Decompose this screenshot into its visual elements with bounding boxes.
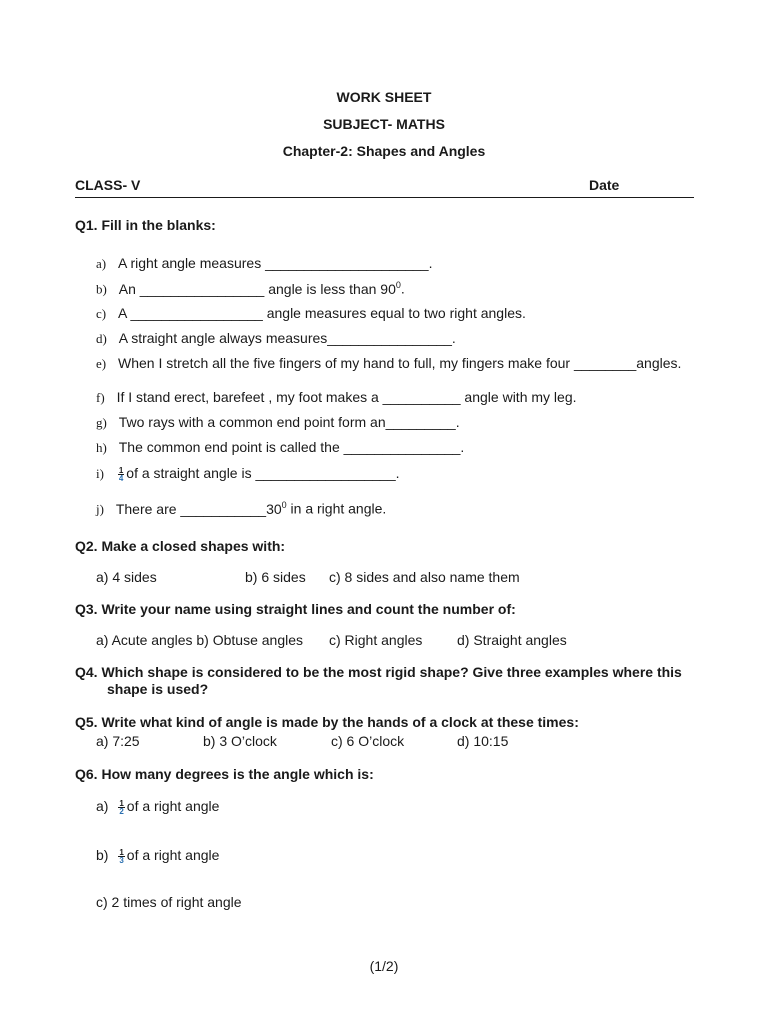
q1-item-text: A straight angle always measures________________. (118, 330, 456, 346)
header-divider (75, 197, 694, 198)
q1-item-text: There are ___________30 (115, 500, 282, 517)
fraction (118, 849, 124, 864)
degree-superscript: 0 (395, 280, 401, 290)
q1-item-label: a) (96, 256, 107, 271)
fraction-denominator: 3 (119, 855, 124, 865)
q1-item-label: d) (96, 331, 107, 346)
q1-item-text: If I stand erect, barefeet , my foot makes a __________ angle with my leg. (116, 389, 577, 405)
fraction-numerator: 1 (119, 798, 124, 808)
q2-option-c: c) 8 sides and also name them (329, 569, 520, 585)
q3-option-d: d) Straight angles (457, 632, 567, 648)
class-label: CLASS- V (75, 177, 141, 193)
q1-item-text-end: in a right angle. (286, 500, 387, 517)
q1-item-text: When I stretch all the five fingers of my hand to full, my fingers make four ________angles. (118, 355, 682, 371)
q1-item-c (96, 305, 526, 322)
chapter-title: Chapter-2: Shapes and Angles (282, 143, 486, 159)
q3-heading: Q3. Write your name using straight lines and count the number of: (75, 601, 516, 617)
q5-option-a: a) 7:25 (96, 733, 140, 749)
fraction (118, 467, 124, 482)
q4-heading-cont: shape is used? (107, 681, 209, 697)
q1-item-text: of a straight angle is __________________. (126, 465, 400, 481)
q1-item-text: An ________________ angle is less than 90 (118, 280, 396, 297)
q3-option-c: c) Right angles (329, 632, 423, 648)
subject-title: SUBJECT- MATHS (323, 116, 445, 132)
q1-item-text: A right angle measures _____________________. (118, 255, 433, 271)
q5-option-d: d) 10:15 (457, 733, 509, 749)
q5-heading: Q5. Write what kind of angle is made by the hands of a clock at these times: (75, 714, 579, 730)
q1-heading: Q1. Fill in the blanks: (75, 217, 216, 233)
q1-item-label: j) (96, 501, 104, 517)
q6-option-a (96, 798, 219, 815)
q1-item-f (96, 389, 577, 406)
q1-item-label: e) (96, 356, 107, 371)
q1-item-h (96, 439, 464, 456)
q1-item-i (96, 465, 400, 482)
fraction-numerator: 1 (119, 847, 124, 857)
q1-item-g (96, 414, 460, 431)
q2-heading: Q2. Make a closed shapes with: (75, 538, 286, 554)
q1-item-e (96, 355, 681, 372)
q1-item-label: f) (96, 390, 105, 405)
q1-item-label: i) (96, 466, 104, 481)
q5-option-c: c) 6 O’clock (331, 733, 405, 749)
q1-item-a (96, 255, 432, 272)
q1-item-text: A _________________ angle measures equal to two right angles. (118, 305, 526, 321)
degree-superscript: 0 (281, 500, 287, 510)
q6-option-label: b) (96, 847, 109, 863)
q6-option-label: a) (96, 798, 109, 814)
q5-option-b: b) 3 O’clock (203, 733, 277, 749)
fraction (118, 800, 124, 815)
worksheet-title: WORK SHEET (336, 89, 432, 105)
q6-heading: Q6. How many degrees is the angle which is: (75, 766, 374, 782)
q1-item-label: h) (96, 440, 107, 455)
q6-option-c: c) 2 times of right angle (96, 894, 242, 910)
fraction-denominator: 4 (118, 473, 124, 483)
q1-item-label: g) (96, 415, 107, 430)
q1-item-label: c) (96, 306, 107, 321)
q1-item-d (96, 330, 456, 347)
q1-item-j (96, 500, 386, 518)
q4-heading: Q4. Which shape is considered to be the most rigid shape? Give three examples where this (75, 664, 682, 680)
fraction-numerator: 1 (118, 465, 124, 475)
q2-option-a: a) 4 sides (96, 569, 157, 585)
q3-option-ab: a) Acute angles b) Obtuse angles (96, 632, 304, 648)
q1-item-b (96, 280, 405, 298)
date-label: Date (589, 177, 620, 193)
fraction-denominator: 2 (119, 806, 124, 816)
q1-item-text-end: . (400, 280, 405, 297)
page-number: (1/2) (369, 958, 399, 974)
q6-option-text: of a right angle (126, 798, 220, 814)
q6-option-text: of a right angle (126, 847, 220, 863)
q1-item-text: Two rays with a common end point form an_________. (118, 414, 460, 430)
q6-option-b (96, 847, 219, 864)
q2-option-b: b) 6 sides (245, 569, 306, 585)
q1-item-text: The common end point is called the _______________. (118, 439, 465, 455)
q1-item-label: b) (96, 281, 107, 297)
